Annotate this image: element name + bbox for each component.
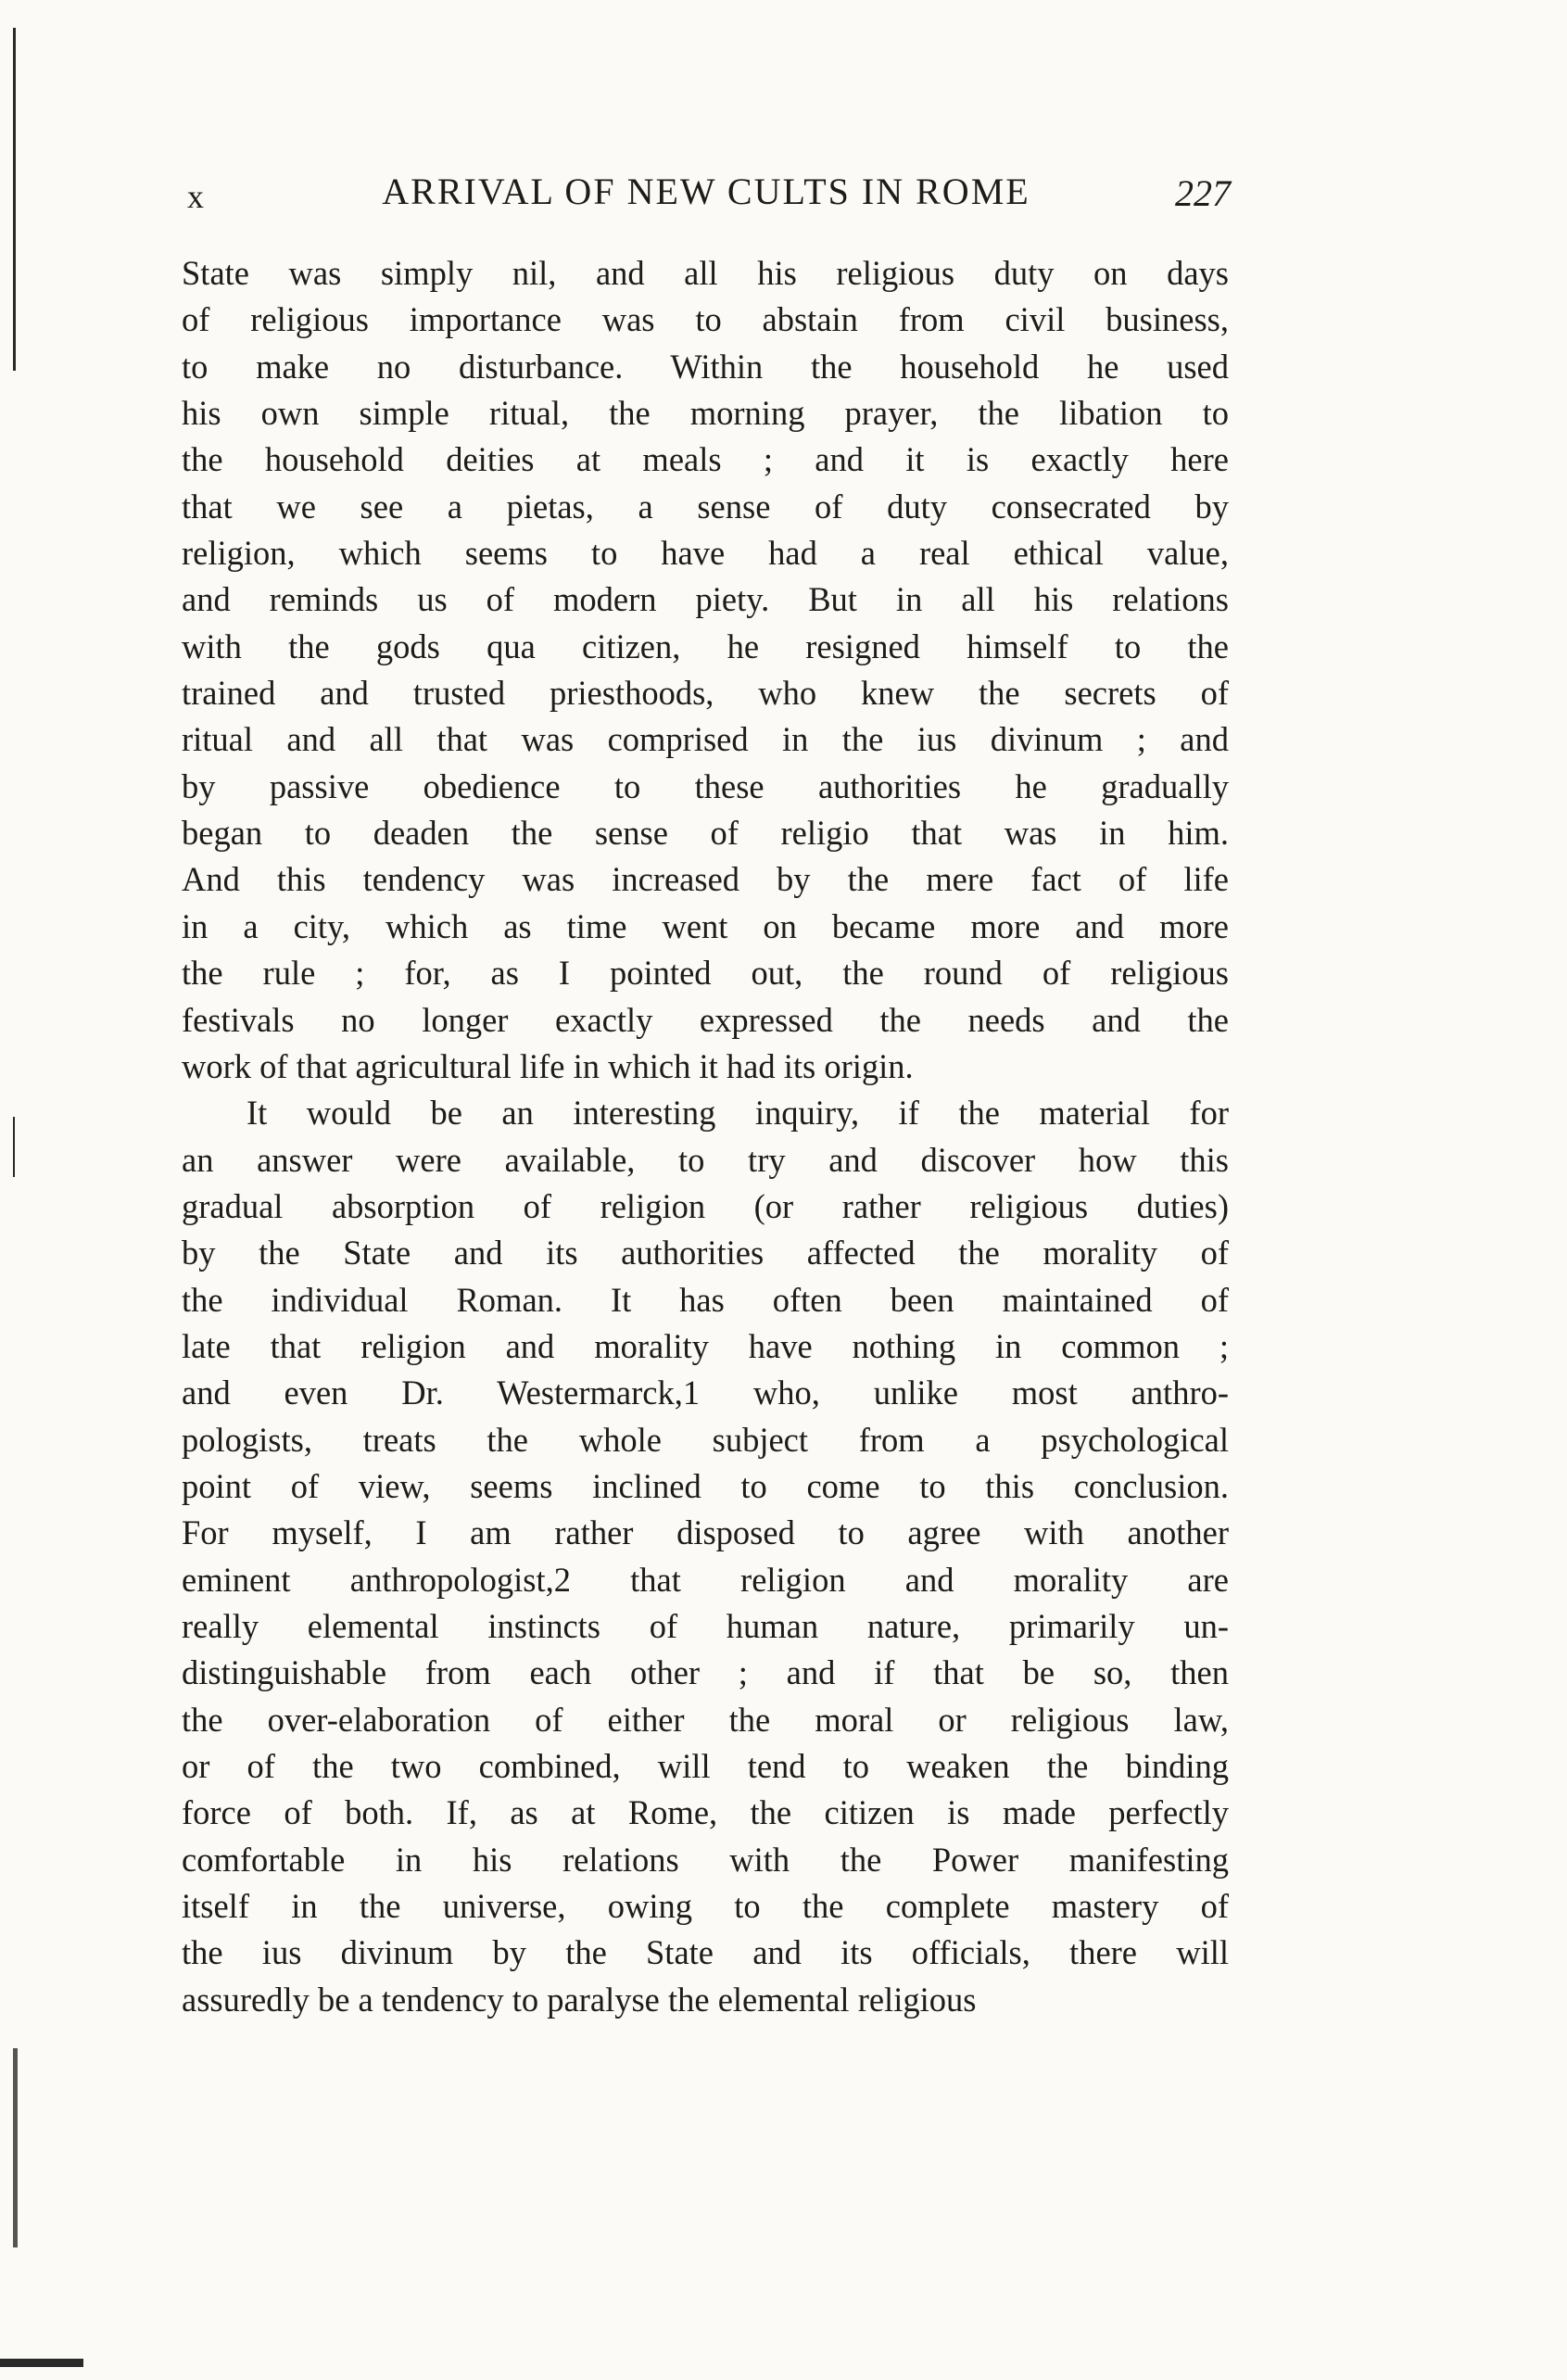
- text-line: ritual and all that was comprised in the ius divinum ; and: [182, 720, 1229, 759]
- body-text: [182, 250, 1229, 2023]
- running-title: ARRIVAL OF NEW CULTS IN ROME: [382, 171, 1030, 212]
- text-line: festivals no longer exactly expressed the needs and the: [182, 1000, 1229, 1039]
- text-line-continues: assuredly be a tendency to paralyse the elemental religious: [182, 1980, 977, 2019]
- text-line: that we see a pietas, a sense of duty consecrated by: [182, 487, 1229, 525]
- text-line: point of view, seems inclined to come to this conclusion.: [182, 1466, 1229, 1505]
- text-line: or of the two combined, will tend to weaken the binding: [182, 1747, 1229, 1785]
- text-line: the rule ; for, as I pointed out, the round of religious: [182, 954, 1229, 993]
- chapter-numeral: x: [187, 178, 204, 215]
- text-line: with the gods qua citizen, he resigned himself to the: [182, 627, 1229, 665]
- text-line: religion, which seems to have had a real ethical value,: [182, 534, 1229, 573]
- text-line: the household deities at meals ; and it is exactly here: [182, 440, 1229, 479]
- text-line: his own simple ritual, the morning prayer, the libation to: [182, 394, 1229, 433]
- text-line: late that religion and morality have nothing in common ;: [182, 1326, 1229, 1365]
- text-line: really elemental instincts of human nature, primarily un-: [182, 1606, 1229, 1645]
- scan-margin-rule-top: [13, 28, 16, 371]
- text-line: of religious importance was to abstain from civil business,: [182, 300, 1229, 339]
- text-line: force of both. If, as at Rome, the citizen is made perfectly: [182, 1793, 1229, 1832]
- text-line: itself in the universe, owing to the complete mastery of: [182, 1887, 1229, 1926]
- text-line: And this tendency was increased by the mere fact of life: [182, 860, 1229, 899]
- text-line: pologists, treats the whole subject from a psychological: [182, 1420, 1229, 1459]
- scan-margin-rule-bottom: [13, 2048, 18, 2247]
- text-line: State was simply nil, and all his religious duty on days: [182, 254, 1229, 292]
- text-line: and reminds us of modern piety. But in all his relations: [182, 580, 1229, 619]
- text-line: by the State and its authorities affected the morality of: [182, 1234, 1229, 1272]
- scan-margin-corner: [0, 2359, 83, 2367]
- text-line: to make no disturbance. Within the household he used: [182, 347, 1229, 386]
- text-line: For myself, I am rather disposed to agree with another: [182, 1513, 1229, 1552]
- text-line-paragraph-start: It would be an interesting inquiry, if the material for: [246, 1094, 1229, 1133]
- text-line: eminent anthropologist,2 that religion and morality are: [182, 1560, 1229, 1599]
- text-line: in a city, which as time went on became more and more: [182, 906, 1229, 945]
- text-line: comfortable in his relations with the Power manifesting: [182, 1840, 1229, 1879]
- text-line: and even Dr. Westermarck,1 who, unlike most anthro-: [182, 1374, 1229, 1412]
- text-line: an answer were available, to try and discover how this: [182, 1140, 1229, 1179]
- scan-margin-rule-middle: [13, 1117, 15, 1177]
- text-line: trained and trusted priesthoods, who knew the secrets of: [182, 674, 1229, 713]
- text-line: gradual absorption of religion (or rather religious duties): [182, 1186, 1229, 1225]
- running-header: [182, 170, 1231, 222]
- text-line-paragraph-end: work of that agricultural life in which it had its origin.: [182, 1046, 914, 1085]
- text-line: by passive obedience to these authorities he gradually: [182, 766, 1229, 805]
- text-line: the over-elaboration of either the moral or religious law,: [182, 1700, 1229, 1739]
- text-line: began to deaden the sense of religio that was in him.: [182, 814, 1229, 853]
- text-line: the ius divinum by the State and its officials, there will: [182, 1933, 1229, 1972]
- text-line: distinguishable from each other ; and if that be so, then: [182, 1653, 1229, 1692]
- page-number: 227: [1175, 172, 1231, 214]
- text-line: the individual Roman. It has often been maintained of: [182, 1280, 1229, 1319]
